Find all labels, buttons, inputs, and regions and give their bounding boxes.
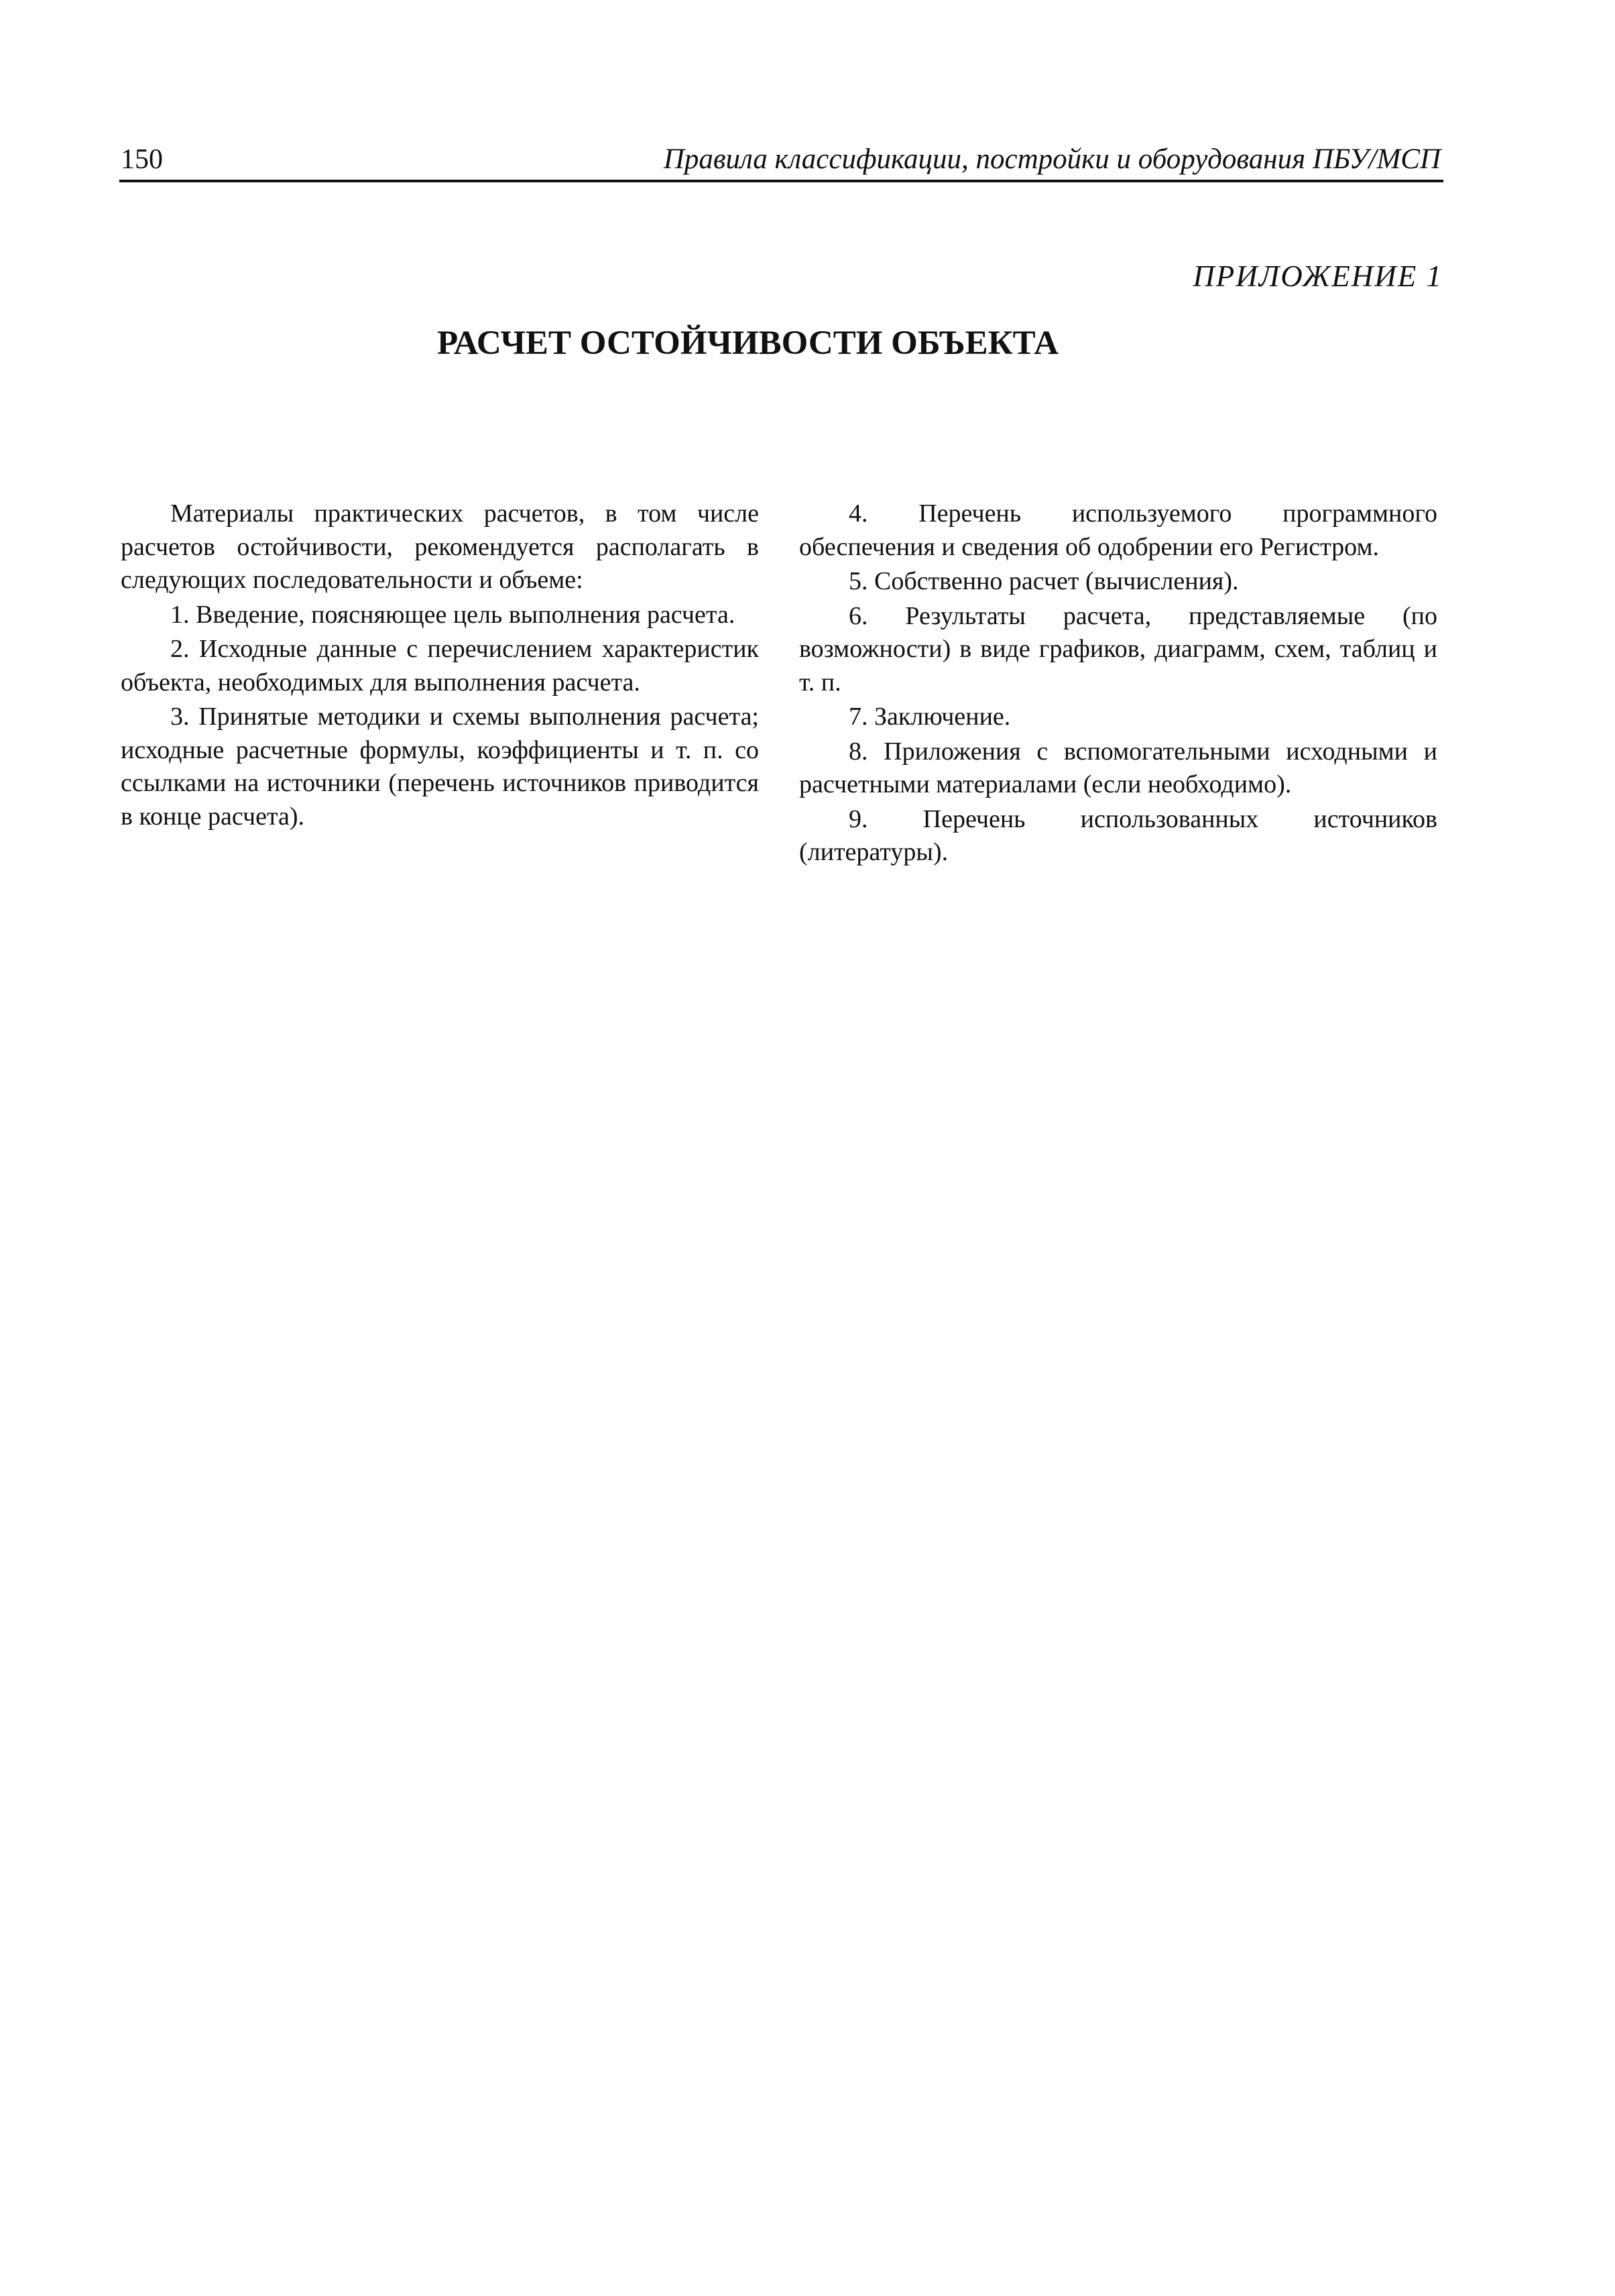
- page-title: РАСЧЕТ ОСТОЙЧИВОСТИ ОБЪЕКТА: [437, 324, 1059, 362]
- appendix-label: ПРИЛОЖЕНИЕ 1: [1193, 259, 1443, 293]
- running-title: Правила классификации, постройки и оборудования ПБУ/МСП: [663, 143, 1441, 175]
- list-item-8: 8. Приложения с вспомогательными исходными и расчетными материалами (если необходимо).: [799, 737, 1437, 798]
- list-item-4: 4. Перечень используемого программного обеспечения и сведения об одобрении его Регистром.: [799, 499, 1437, 561]
- list-item-6: 6. Результаты расчета, представляемые (по возможности) в виде графиков, диаграмм, схем, таблиц и т. п.: [799, 601, 1437, 697]
- right-column: [799, 497, 1437, 871]
- intro-paragraph: Материалы практических расчетов, в том числе расчетов остойчивости, рекомендуется располагать в следующих последовательности и объеме:: [121, 499, 759, 594]
- page-number: 150: [121, 144, 163, 175]
- list-item-1: 1. Введение, поясняющее цель выполнения расчета.: [170, 600, 735, 629]
- list-item-9: 9. Перечень использованных источников (литературы).: [799, 804, 1437, 866]
- list-item-5: 5. Собственно расчет (вычисления).: [849, 567, 1239, 595]
- list-item-3: 3. Принятые методики и схемы выполнения расчета; исходные расчетные формулы, коэффициенты и т. п. со ссылками на источники (перечень источников приводится в конце расчета).: [121, 703, 759, 831]
- page-header: [119, 142, 1443, 182]
- list-item-2: 2. Исходные данные с перечислением характеристик объекта, необходимых для выполнения расчета.: [121, 635, 759, 697]
- left-column: [121, 497, 759, 835]
- list-item-7: 7. Заключение.: [849, 703, 1011, 731]
